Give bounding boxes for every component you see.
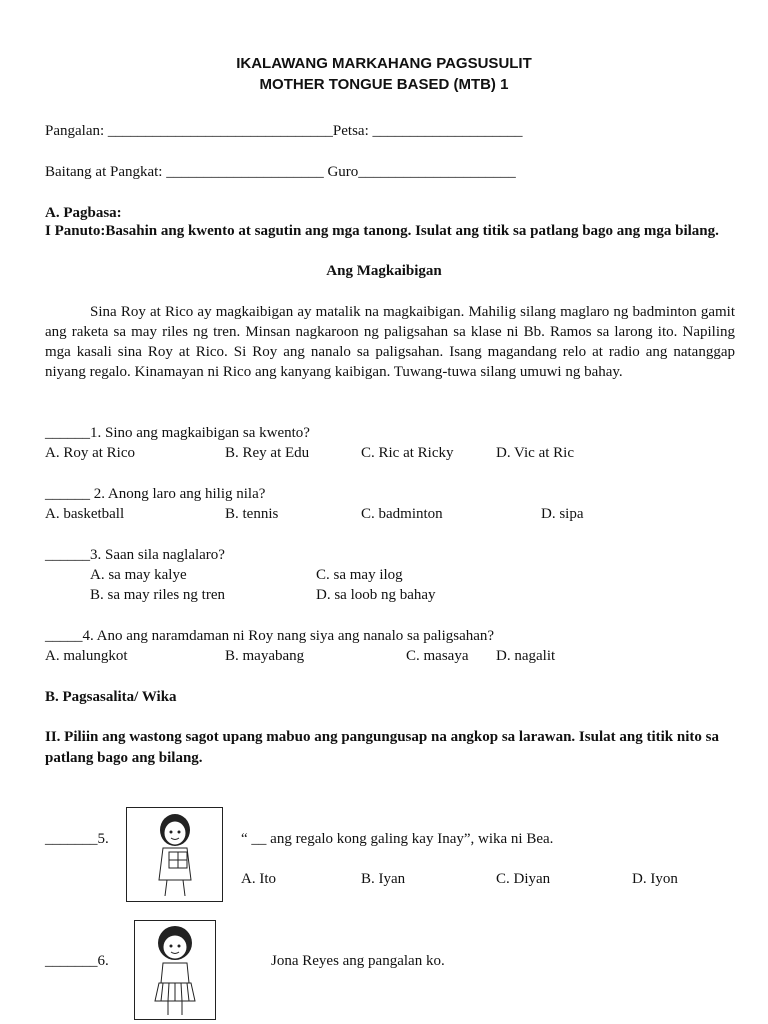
name-date-field[interactable]: Pangalan: ______________________________Petsa: ____________________ xyxy=(45,123,523,139)
q3-choice-b: B. sa may riles ng tren xyxy=(90,587,225,603)
item5-choice-a: A. Ito xyxy=(241,871,276,887)
q2-choice-b: B. tennis xyxy=(225,506,279,522)
q3-choice-a: A. sa may kalye xyxy=(90,567,187,583)
exam-subtitle: MOTHER TONGUE BASED (MTB) 1 xyxy=(259,76,509,93)
q2-choice-c: C. badminton xyxy=(361,506,443,522)
section-a-title: A. Pagbasa: xyxy=(45,205,122,221)
item-5-blank[interactable]: _______5. xyxy=(45,831,109,847)
question-2[interactable]: ______ 2. Anong laro ang hilig nila? xyxy=(45,486,266,502)
q4-choice-d: D. nagalit xyxy=(496,648,556,664)
item-6-blank[interactable]: _______6. xyxy=(45,953,109,969)
item5-choice-c: C. Diyan xyxy=(496,871,551,887)
q1-choice-a: A. Roy at Rico xyxy=(45,445,135,461)
girl-introducing-icon xyxy=(135,921,215,1019)
section-a-instruction: I Panuto:Basahin ang kwento at sagutin ang mga tanong. Isulat ang titik sa patlang bago ang mga bilang. xyxy=(45,223,719,239)
q2-choice-d: D. sipa xyxy=(541,506,584,522)
q2-choice-a: A. basketball xyxy=(45,506,125,522)
girl-introducing-picture xyxy=(134,920,216,1020)
girl-with-gift-picture xyxy=(126,807,223,902)
q1-choice-d: D. Vic at Ric xyxy=(496,445,574,461)
section-b-title: B. Pagsasalita/ Wika xyxy=(45,689,177,705)
story-title: Ang Magkaibigan xyxy=(326,263,442,279)
section-b-instruction: II. Piliin ang wastong sagot upang mabuo ang pangungusap na angkop sa larawan. Isulat ang titik nito sa patlang bago ang bilang. xyxy=(45,729,719,766)
q3-choice-c: C. sa may ilog xyxy=(316,567,403,583)
q4-choice-c: C. masaya xyxy=(406,648,469,664)
grade-teacher-field[interactable]: Baitang at Pangkat: _____________________ Guro_____________________ xyxy=(45,164,516,180)
story-paragraph: Sina Roy at Rico ay magkaibigan ay matalik na magkaibigan. Mahilig silang maglaro ng badminton gamit ang raketa sa may riles ng tren. Minsan nagkaroon ng paligsahan sa klase ni Bb. Ramos sa larong ito. Napiling mga kasali sina Roy at Rico. Si Roy ang nanalo sa paligsahan. Isang magandang relo at radio ang natanggap niyang regalo. Kinamayan ni Rico ang kanyang kaibigan. Tuwang-tuwa silang umuwi ng bahay. xyxy=(45,304,735,380)
q4-choice-b: B. mayabang xyxy=(225,648,305,664)
question-3[interactable]: ______3. Saan sila naglalaro? xyxy=(45,547,225,563)
item5-choice-b: B. Iyan xyxy=(361,871,406,887)
girl-holding-gift-icon xyxy=(127,808,222,901)
item-5-sentence: “ __ ang regalo kong galing kay Inay”, wika ni Bea. xyxy=(241,831,554,847)
question-1[interactable]: ______1. Sino ang magkaibigan sa kwento? xyxy=(45,425,310,441)
q4-choice-a: A. malungkot xyxy=(45,648,128,664)
exam-title: IKALAWANG MARKAHANG PAGSUSULIT xyxy=(236,55,532,72)
q1-choice-b: B. Rey at Edu xyxy=(225,445,310,461)
item5-choice-d: D. Iyon xyxy=(632,871,678,887)
question-4[interactable]: _____4. Ano ang naramdaman ni Roy nang siya ang nanalo sa paligsahan? xyxy=(45,628,495,644)
q1-choice-c: C. Ric at Ricky xyxy=(361,445,454,461)
q3-choice-d: D. sa loob ng bahay xyxy=(316,587,436,603)
item-6-sentence: Jona Reyes ang pangalan ko. xyxy=(271,953,445,969)
